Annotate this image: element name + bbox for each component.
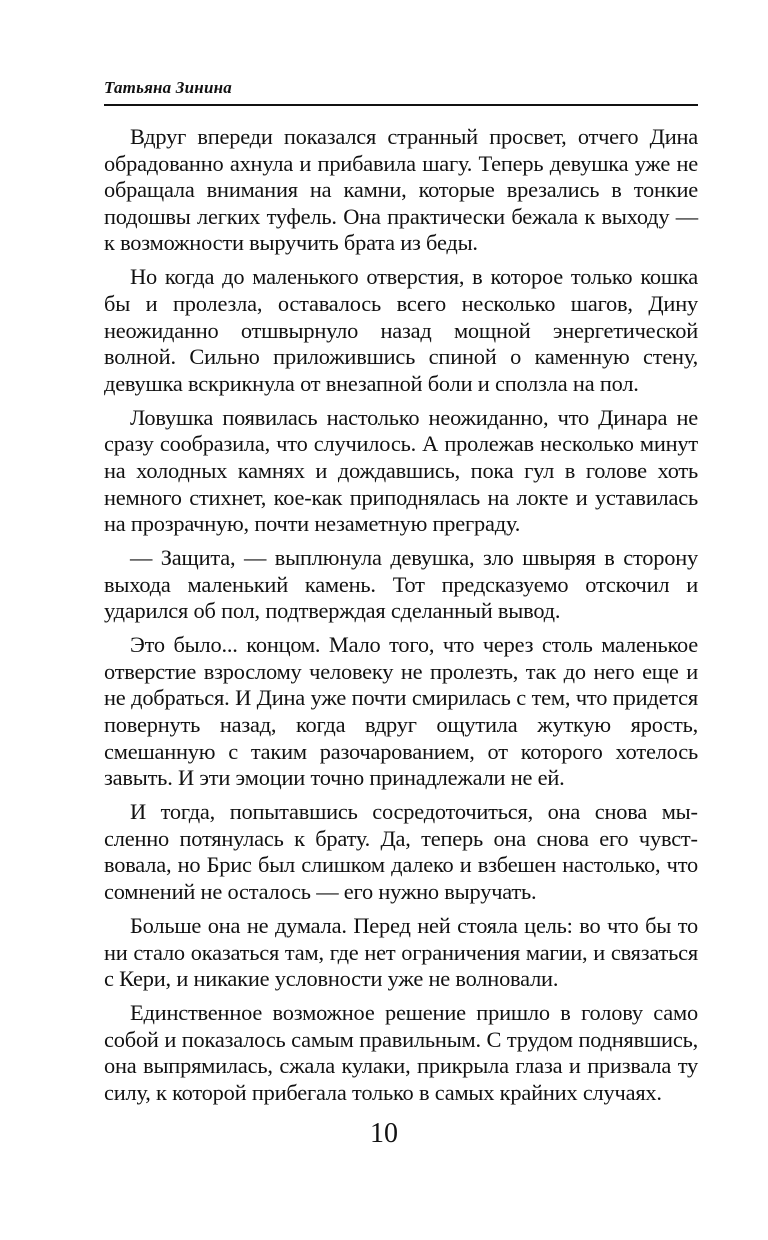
paragraph: Единственное возможное решение пришло в голову само собой и показалось самым правильным. С трудом поднявшись, она выпрямилась, сжала кулаки, прикрыла глаза и призвала ту силу, к которой прибегала только в самых крайних случаях. — [104, 1000, 698, 1105]
paragraph: Больше она не думала. Перед ней стояла цель: во что бы то ни стало оказаться там, где нет ограничения магии, и связаться с Кери, и никакие условности уже не волновали. — [104, 912, 698, 992]
paragraph: И тогда, попытавшись сосредоточиться, она снова мысленно потянулась к брату. Да, теперь она снова его чувствовала, но Брис был слишком далеко и взбешен настолько, что сомнений не осталось — его нужно выручать. — [104, 799, 698, 904]
paragraph: — Защита, — выплюнула девушка, зло швыряя в сторону выхода маленький камень. Тот предсказуемо отскочил и ударился об пол, подтверждая сделанный вывод. — [104, 545, 698, 624]
paragraph: Вдруг впереди показался странный просвет, отчего Дина обрадованно ахнула и прибавила шагу. Теперь девушка уже не обращала внимания на камни, которые врезались в тонкие подошвы легких туфель. Она практически бежала к выходу — к возможности выручить брата из беды. — [104, 124, 698, 256]
header-rule — [104, 104, 698, 106]
running-header-author: Татьяна Зинина — [104, 78, 232, 97]
paragraph: Это было... концом. Мало того, что через столь маленькое отверстие взрослому человеку не пролезть, так до него еще и не добраться. И Дина уже почти смирилась с тем, что придется повернуть назад, когда вдруг ощутила жуткую ярость, смешанную с таким разочарованием, от которого хотелось завыть. И эти эмоции точно принадлежали не ей. — [104, 632, 698, 791]
body-text — [104, 124, 698, 1107]
paragraph: Но когда до маленького отверстия, в которое только кошка бы и пролезла, оставалось всего несколько шагов, Дину неожиданно отшвырнуло назад мощной энергетической волной. Сильно приложившись спиной о каменную стену, девушка вскрикнула от внезапной боли и сползла на пол. — [104, 264, 698, 396]
page-number: 10 — [370, 1118, 398, 1149]
paragraph: Ловушка появилась настолько неожиданно, что Динара не сразу сообразила, что случилось. А пролежав несколько минут на холодных камнях и дождавшись, пока гул в голове хоть немного стихнет, кое-как приподнялась на локте и уставилась на прозрачную, почти незаметную преграду. — [104, 404, 698, 537]
